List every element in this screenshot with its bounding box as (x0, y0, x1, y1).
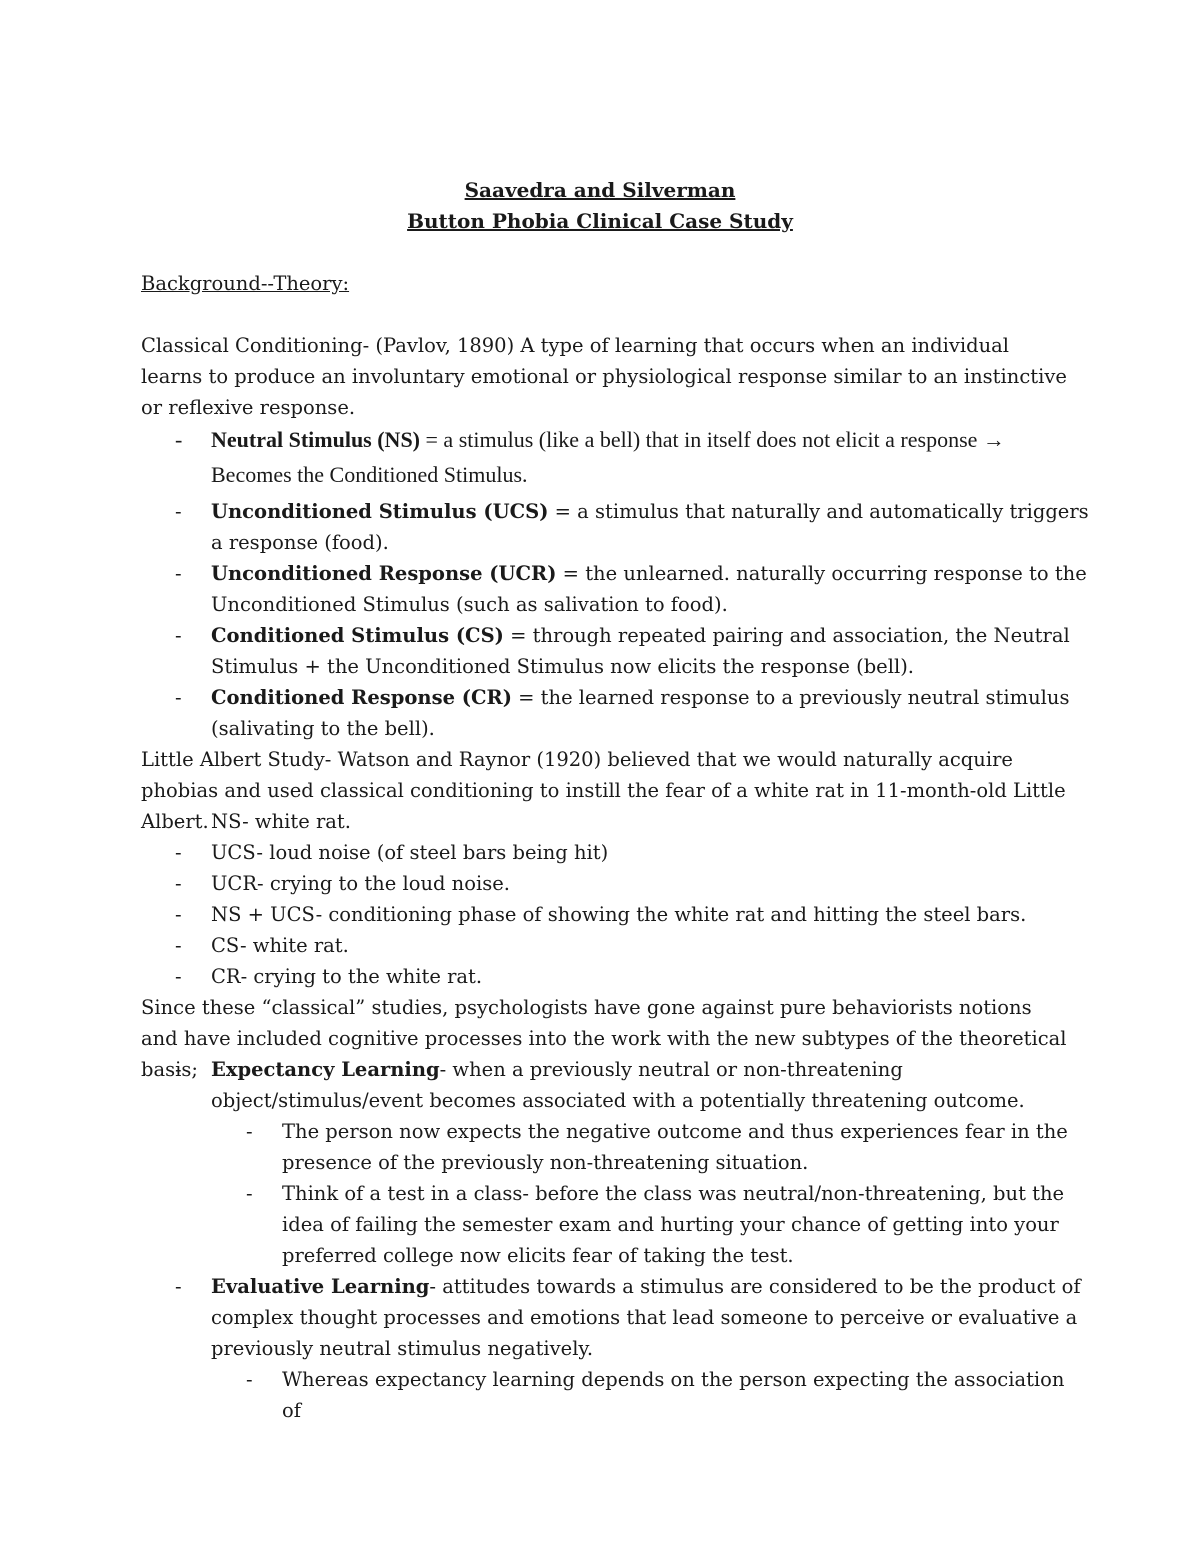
term-definition: = the unlearned. naturally occurring response to the Unconditioned Stimulus (such as salivation to food). (211, 562, 1087, 616)
document-title-authors: Saavedra and Silverman (464, 178, 736, 202)
list-item-neutral-stimulus (211, 422, 1091, 492)
term-definition: = a stimulus that naturally and automatically triggers a response (food). (211, 500, 1089, 554)
list-item-albert-cr: - CR- crying to the white rat. (211, 961, 1091, 992)
little-albert-paragraph: Little Albert Study- Watson and Raynor (1920) believed that we would naturally acquire phobias and used classical conditioning to instill the fear of a white rat in 11-month-old Little Albert. (141, 748, 1066, 833)
term-label: Unconditioned Response (UCR) (211, 562, 557, 585)
list-item-expectancy-learning (211, 1054, 1091, 1116)
list-item-albert-pairing: - NS + UCS- conditioning phase of showing the white rat and hitting the steel bars. (211, 899, 1091, 930)
list-item-albert-ns: - NS- white rat. (211, 806, 1091, 837)
list-item-albert-cs: - CS- white rat. (211, 930, 1091, 961)
list-item-conditioned-response (211, 682, 1091, 744)
term-label: Evaluative Learning (211, 1275, 430, 1298)
sub-item-evaluative-1: - Whereas expectancy learning depends on the person expecting the association of (282, 1364, 1072, 1426)
list-item-unconditioned-response (211, 558, 1091, 620)
sub-item-expectancy-1: - The person now expects the negative outcome and thus experiences fear in the presence of the previously non-threatening situation. (282, 1116, 1072, 1178)
list-item-evaluative-learning (211, 1271, 1091, 1364)
section-heading-background: Background--Theory: (141, 272, 350, 295)
list-item-unconditioned-stimulus (211, 496, 1091, 558)
term-definition: = a stimulus (like a bell) that in itself does not elicit a response → Becomes the Conditioned Stimulus. (211, 427, 1005, 487)
term-label: Expectancy Learning (211, 1058, 440, 1081)
list-item-albert-ucr: - UCR- crying to the loud noise. (211, 868, 1091, 899)
term-label: Conditioned Response (CR) (211, 686, 512, 709)
document-title-study: Button Phobia Clinical Case Study (407, 209, 793, 233)
sub-item-expectancy-2: - Think of a test in a class- before the class was neutral/non-threatening, but the idea of failing the semester exam and hurting your chance of getting into your preferred college now elicits fear of taking the test. (282, 1178, 1072, 1271)
term-definition: - attitudes towards a stimulus are considered to be the product of complex thought processes and emotions that lead someone to perceive or evaluative a previously neutral stimulus negatively. (211, 1275, 1081, 1360)
classical-conditioning-paragraph: Classical Conditioning- (Pavlov, 1890) A type of learning that occurs when an individual learns to produce an involuntary emotional or physiological response similar to an instinctive or reflexive response. (141, 334, 1067, 419)
term-label: Conditioned Stimulus (CS) (211, 624, 504, 647)
term-definition: = through repeated pairing and association, the Neutral Stimulus + the Unconditioned Stimulus now elicits the response (bell). (211, 624, 1070, 678)
list-item-conditioned-stimulus (211, 620, 1091, 682)
since-classical-paragraph: Since these “classical” studies, psychologists have gone against pure behaviorists notions and have included cognitive processes into the work with the new subtypes of the theoretical basis; (141, 996, 1067, 1081)
term-label: Unconditioned Stimulus (UCS) (211, 500, 549, 523)
term-definition: - when a previously neutral or non-threatening object/stimulus/event becomes associated with a potentially threatening outcome. (211, 1058, 1025, 1112)
list-item-albert-ucs: - UCS- loud noise (of steel bars being hit) (211, 837, 1091, 868)
term-definition: = the learned response to a previously neutral stimulus (salivating to the bell). (211, 686, 1070, 740)
term-label: Neutral Stimulus (NS) (211, 427, 421, 452)
